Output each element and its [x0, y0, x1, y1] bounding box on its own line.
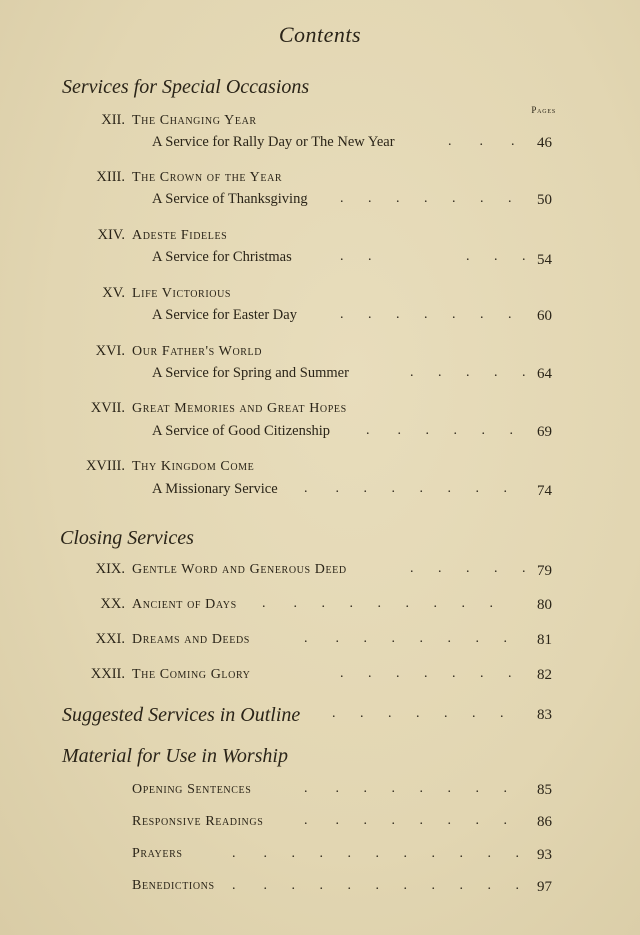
entry-heading: Adeste Fideles [132, 228, 228, 243]
entry-page-number: 46 [537, 135, 552, 151]
entry-heading: Gentle Word and Generous Deed [132, 562, 347, 577]
entry-heading: The Coming Glory [132, 667, 251, 682]
entry-heading: Thy Kingdom Come [132, 459, 255, 474]
entry-page-number: 83 [537, 707, 552, 723]
entry-heading: Dreams and Deeds [132, 632, 250, 647]
entry-number: XIX. [95, 561, 125, 577]
section-title-special-occasions: Services for Special Occasions [62, 76, 310, 98]
dot-leader: . . . . . . . . . . . [232, 846, 519, 861]
dot-leader: . . . [448, 134, 515, 149]
entry-heading: Opening Sentences [132, 782, 252, 797]
entry-number: XVII. [90, 400, 125, 416]
entry-number: XVIII. [85, 458, 125, 474]
entry-number: XII. [101, 112, 125, 128]
entry-heading: Prayers [132, 846, 183, 861]
entry-heading: Great Memories and Great Hopes [132, 401, 347, 416]
pages-column-label: Pages [531, 105, 556, 115]
page-title: Contents [278, 22, 362, 47]
dot-leader: . . . . . . . [340, 666, 512, 681]
dot-leader: . . . . . . . . [304, 631, 507, 646]
dot-leader: . . . . . . . . . . . [232, 878, 519, 893]
entry-page-number: 69 [537, 424, 552, 440]
entry-heading: Our Father's World [132, 344, 263, 359]
entry-page-number: 60 [537, 308, 552, 324]
dot-leader: . . . . . . . . [304, 481, 507, 496]
entry-page-number: 80 [537, 597, 552, 613]
entry-number: XVI. [95, 343, 125, 359]
entry-number: XXII. [90, 666, 125, 682]
entry-page-number: 74 [537, 483, 552, 499]
section-title-suggested-services: Suggested Services in Outline [62, 704, 301, 726]
entry-page-number: 93 [537, 847, 552, 863]
entry-page-number: 85 [537, 782, 552, 798]
dot-leader: . . . . . . . . [304, 813, 507, 828]
entry-page-number: 82 [537, 667, 552, 683]
dot-leader: . . . . . [410, 365, 526, 380]
entry-subtitle: A Missionary Service [152, 481, 278, 497]
entry-heading: Life Victorious [132, 286, 232, 301]
entry-heading: The Crown of the Year [132, 170, 283, 185]
entry-number: XIII. [96, 169, 125, 185]
dot-leader: . . . . . . [366, 423, 513, 438]
entry-page-number: 86 [537, 814, 552, 830]
entry-number: XXI. [95, 631, 125, 647]
entry-subtitle: A Service for Christmas [152, 249, 292, 265]
entry-page-number: 64 [537, 366, 552, 382]
entry-page-number: 54 [537, 252, 552, 268]
entry-heading: The Changing Year [132, 113, 257, 128]
dot-leader: . . . . . . . . . [262, 596, 493, 611]
section-title-closing-services: Closing Services [60, 527, 194, 549]
dot-leader: . . . . . . . [340, 307, 512, 322]
entry-number: XV. [102, 285, 125, 301]
entry-number: XIV. [97, 227, 125, 243]
dot-leader: . . . . . [340, 249, 526, 264]
dot-leader: . . . . . . . [332, 706, 504, 721]
dot-leader: . . . . . [410, 561, 526, 576]
entry-page-number: 97 [537, 879, 552, 895]
entry-page-number: 81 [537, 632, 552, 648]
entry-subtitle: A Service for Spring and Summer [152, 365, 349, 381]
dot-leader: . . . . . . . [340, 191, 512, 206]
entry-subtitle: A Service of Good Citizenship [152, 423, 331, 439]
entry-subtitle: A Service for Easter Day [152, 307, 297, 323]
section-title-material-for-worship: Material for Use in Worship [62, 745, 288, 767]
entry-heading: Responsive Readings [132, 814, 264, 829]
entry-heading: Benedictions [132, 878, 215, 893]
entry-heading: Ancient of Days [132, 597, 237, 612]
dot-leader: . . . . . . . . [304, 781, 507, 796]
entry-subtitle: A Service for Rally Day or The New Year [152, 134, 395, 150]
entry-number: XX. [100, 596, 125, 612]
entry-page-number: 79 [537, 563, 552, 579]
entry-subtitle: A Service of Thanksgiving [152, 191, 308, 207]
entry-page-number: 50 [537, 192, 552, 208]
